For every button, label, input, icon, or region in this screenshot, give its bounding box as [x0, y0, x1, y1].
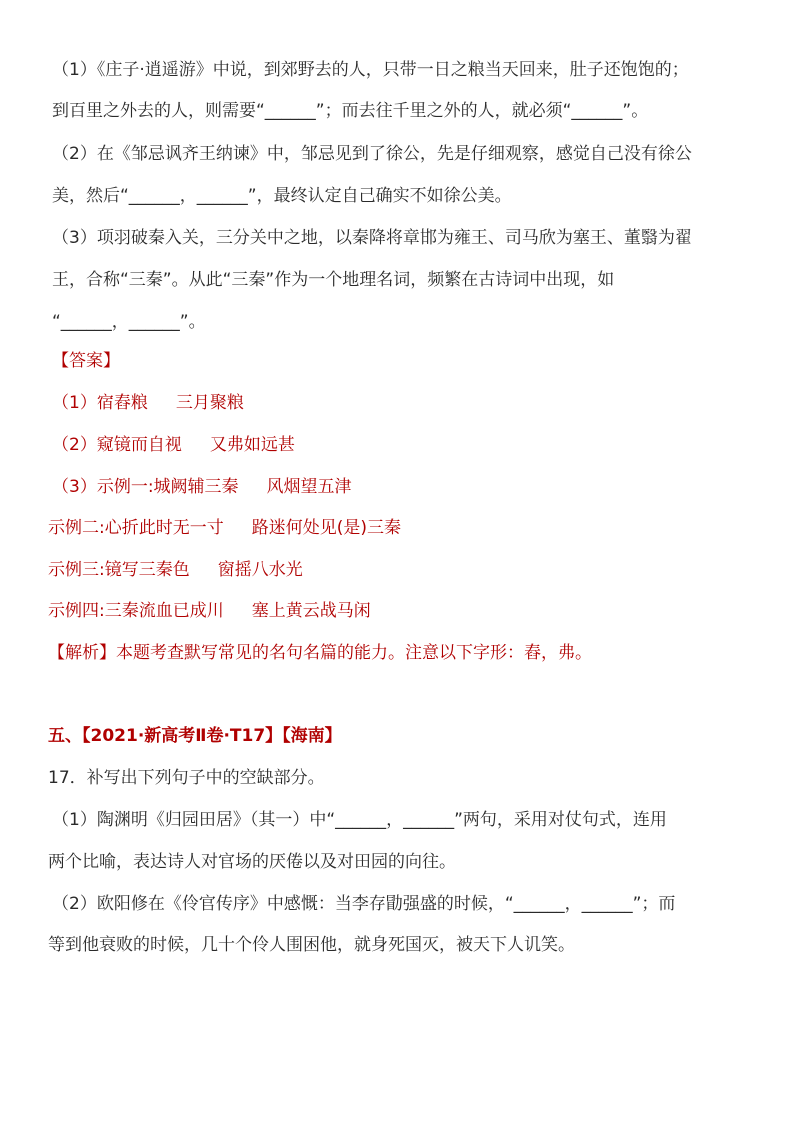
analysis-label: 【解析】	[48, 643, 116, 663]
answer-row	[52, 391, 752, 415]
answer-a: 镜写三秦色	[104, 560, 190, 580]
q17-part2-line-1: （2）欧阳修在《伶官传序》中感慨：当李存勖强盛的时候，“______，______”；而	[52, 894, 676, 914]
q17-part1-line-2: 两个比喻，表达诗人对官场的厌倦以及对田园的向往。	[48, 852, 456, 872]
answer-b: 又弗如远甚	[209, 435, 295, 455]
analysis-text: 本题考查默写常见的名句名篇的能力。注意以下字形：舂，弗。	[116, 643, 592, 663]
q2-line-1: （2）在《邹忌讽齐王纳谏》中，邹忌见到了徐公，先是仔细观察，感觉自己没有徐公	[52, 144, 692, 164]
answer-b: 风烟望五津	[266, 477, 352, 497]
answer-row	[48, 516, 748, 540]
answer-a: 心折此时无一寸	[104, 518, 224, 538]
answer-a: 宿舂粮	[96, 393, 148, 413]
q17-part2-line-2: 等到他衰败的时候，几十个伶人围困他，就身死国灭，被天下人讥笑。	[48, 935, 575, 955]
answer-prefix: （3）示例一:	[52, 477, 154, 497]
q17-part1-line-1: （1）陶渊明《归园田居》（其一）中“______，______”两句，采用对仗句式，连用	[52, 810, 667, 830]
answer-b: 路迷何处见(是)三秦	[251, 518, 401, 538]
answer-label: 【答案】	[52, 351, 120, 371]
answer-b: 窗摇八水光	[217, 560, 303, 580]
answer-a: 窥镜而自视	[96, 435, 182, 455]
answer-b: 塞上黄云战马闲	[251, 601, 371, 621]
answer-prefix: （1）	[52, 393, 97, 413]
section-title: 五、【2021·新高考Ⅱ卷·T17】【海南】	[48, 726, 342, 746]
answer-prefix: 示例三:	[48, 560, 105, 580]
answer-row	[48, 599, 748, 623]
answer-row	[48, 558, 748, 582]
q3-line-3: “______，______”。	[52, 312, 206, 332]
q3-line-1: （3）项羽破秦入关，三分关中之地，以秦降将章邯为雍王、司马欣为塞王、董翳为翟	[52, 228, 692, 248]
answer-b: 三月聚粮	[175, 393, 244, 413]
answer-row	[52, 475, 752, 499]
answer-prefix: （2）	[52, 435, 97, 455]
q3-line-2: 王，合称“三秦”。从此“三秦”作为一个地理名词，频繁在古诗词中出现，如	[52, 270, 615, 290]
q2-line-2: 美，然后“______，______”，最终认定自己确实不如徐公美。	[52, 186, 512, 206]
answer-prefix: 示例二:	[48, 518, 105, 538]
answer-a: 城阙辅三秦	[153, 477, 239, 497]
q1-line-1: （1）《庄子·逍遥游》中说，到郊野去的人，只带一日之粮当天回来，肚子还饱饱的；	[52, 60, 689, 80]
answer-prefix: 示例四:	[48, 601, 105, 621]
analysis	[48, 641, 748, 665]
q17-intro: 17．补写出下列句子中的空缺部分。	[48, 768, 325, 788]
answer-a: 三秦流血已成川	[104, 601, 224, 621]
q1-line-2: 到百里之外去的人，则需要“______”；而去往千里之外的人，就必须“______”。	[52, 101, 649, 121]
answer-row	[52, 433, 752, 457]
